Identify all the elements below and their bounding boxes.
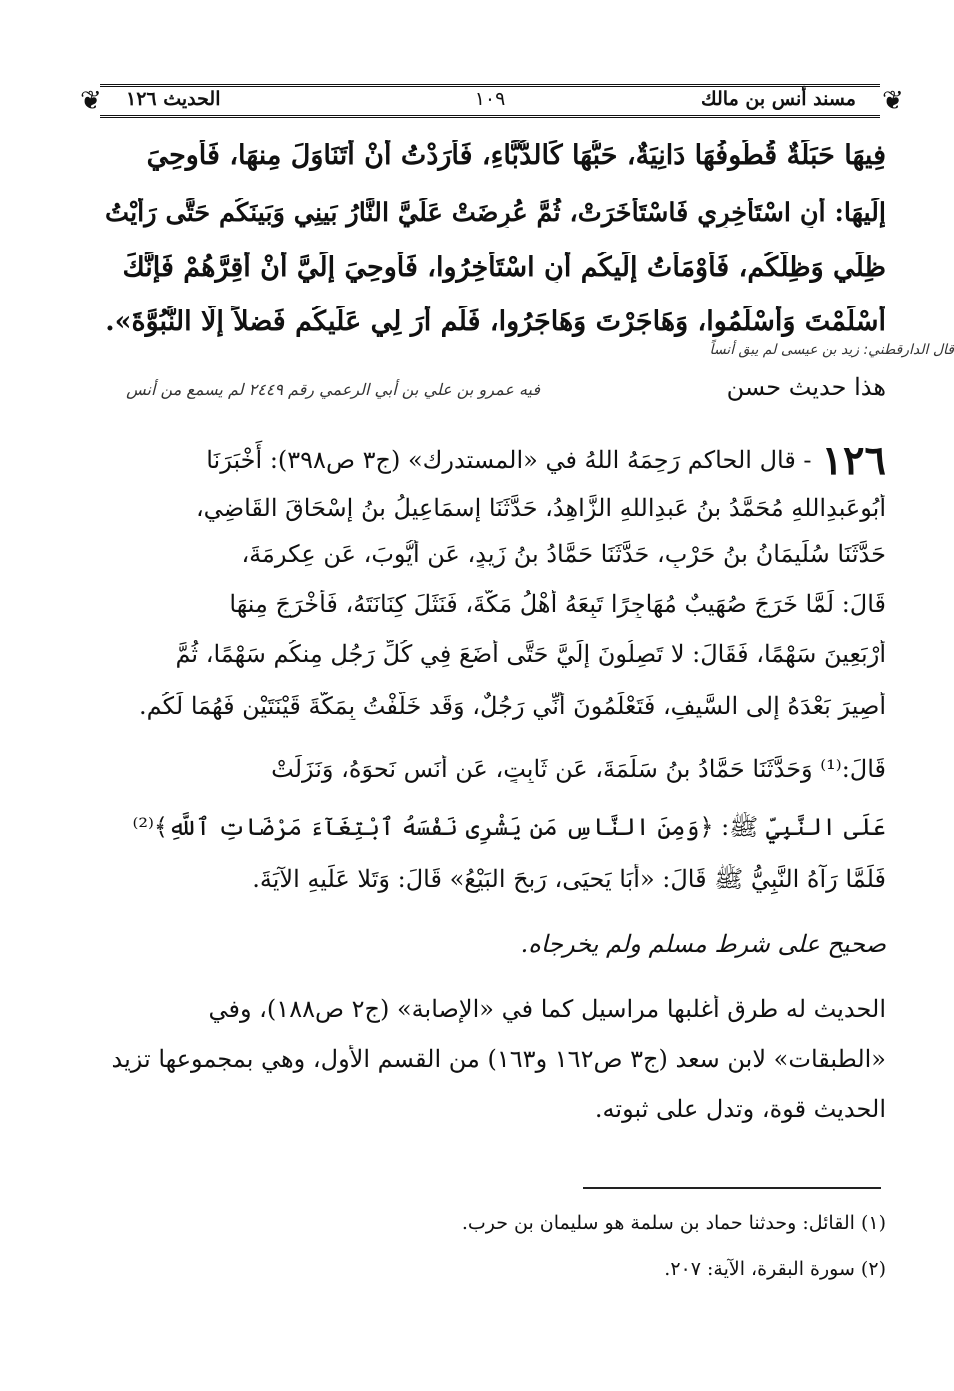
book-title: مسند أنس بن مالك	[701, 88, 856, 110]
text-line: أَسْلَمْتَ وَأَسْلَمُوا، وَهَاجَرْتَ وَهَاجَرُوا، فَلَم أَرَ لِي عَلَيكُم فَضلاً إِلَّا النُّبُوَّةَ».	[105, 306, 886, 337]
hadith-intro-text: - قال الحاكم رَحِمَهُ اللهُ في «المستدرك» (ج٣ ص٣٩٨): أَخْبَرَنَا	[206, 446, 812, 474]
hadith-label: الحديث ١٢٦	[126, 88, 221, 110]
right-ornament-icon: ❦	[882, 86, 904, 116]
text-line: أَصِيرَ بَعْدَهُ إِلى السَّيفِ، فَتَعْلَمُونَ أَنِّي رَجُلٌ، وَقَد خَلَّفْتُ بِمَكَّةَ قَيْنَتَيْنِ فَهُمَا لَكُم.	[139, 692, 886, 720]
left-ornament-icon: ❦	[80, 86, 102, 116]
commentary-line: الحديث له طرق أغلبها مراسيل كما في «الإصابة» (ج٢ ص١٨٨)، وفي	[208, 995, 886, 1023]
text-line: قَالَ: لَمَّا خَرَجَ صُهَيبٌ مُهَاجِرًا تَبِعَهُ أَهْلُ مَكَّةَ، فَنَثَلَ كِنَانَتَهُ، فَأَخْرَجَ مِنهَا	[229, 590, 886, 618]
page-number: ١٠٩	[474, 88, 506, 110]
text-line: ظِلِّي وَظِلَّكُم، فَأَوْمَأْتُ إِلَيكُم أَنِ اسْتَأْخِرُوا، فَأُوحِيَ إِلَيَّ أَنْ أَقِرَّهُمْ فَإِنَّكَ	[122, 252, 886, 283]
text-line: إِلَيهَا: أَنِ اسْتَأْخِرِي فَاسْتَأْخَرَتْ، ثُمَّ عُرِضَتْ عَلَيَّ النَّارُ بَينِي وَبَينَكُم حَتَّى رَأَيْتُ	[105, 198, 886, 228]
commentary-line: الحديث قوة، وتدل على ثبوته.	[594, 1095, 886, 1123]
text-line: حَدَّثَنَا سُلَيمَانُ بنُ حَرْبٍ، حَدَّثَنَا حَمَّادُ بنُ زَيدٍ، عَن أَيُّوبَ، عَن عِكرِمَةَ،	[241, 540, 886, 568]
text-line: أَبُوعَبدِاللهِ مُحَمَّدُ بنُ عَبدِاللهِ الزَّاهِدُ، حَدَّثَنَا إِسمَاعِيلُ بنُ إِسْحَاقَ القَاضِي،	[195, 494, 886, 522]
handwritten-reference: فيه عمرو بن علي بن أبي الرعمي رقم ٢٤٤٩ لم يسمع من أنس	[126, 380, 540, 399]
text-line: أَرْبَعِينَ سَهْمًا، فَقَالَ: لا تَصِلُونَ إِلَيَّ حَتَّى أَضَعَ فِي كُلِّ رَجُلٍ مِنكُم سَهْمًا، ثُمَّ	[175, 640, 886, 668]
footnote: (١) القائل: وحدثنا حماد بن سلمة هو سليمان بن حرب.	[461, 1212, 886, 1234]
footnote: (٢) سورة البقرة، الآية: ٢٠٧.	[664, 1258, 886, 1280]
text-line: فَلَمَّا رَآهُ النَّبِيُّ ﷺ قَالَ: «أَبَا يَحيَى، رَبحَ البَيْعُ» قَالَ: وَتَلا عَلَيهِ الآيَةَ.	[252, 865, 886, 893]
commentary-line: «الطبقات» لابن سعد (ج٣ ص١٦٢ و١٦٣) من القسم الأول، وهي بمجموعها تزيد	[111, 1045, 886, 1073]
hadith-number: ١٢٦	[821, 436, 886, 484]
text-line: قَالَ:⁽¹⁾ وَحَدَّثَنَا حَمَّادُ بنُ سَلَمَةَ، عَن ثَابِتٍ، عَن أَنَسٍ نَحوَهُ، وَنَزَلَتْ	[271, 755, 886, 783]
text-line: عَلَى النَّبِيِّ ﷺ: ﴿وَمِنَ النَّاسِ مَن يَشْرِى نَفْسَهُ ٱبْتِغَآءَ مَرْضَاتِ ٱللَّهِ﴾⁽²⁾	[132, 813, 886, 841]
page-header	[80, 82, 904, 120]
hadith-intro-line	[100, 432, 886, 488]
grade-text: صحيح على شرط مسلم ولم يخرجاه.	[520, 930, 886, 958]
handwritten-note: قال الدارقطني: زيد بن عيسى لم يبق أنساً	[709, 342, 954, 358]
text-line: فِيهَا حَبَلَةٌ قُطُوفُهَا دَانِيَةٌ، حَبُّهَا كَالدُّبَّاءِ، فَأَرَدْتُ أَنْ أَتَنَاوَلَ مِنهَا، فَأُوحِيَ	[146, 140, 886, 171]
grade-text: هذا حديث حسن	[726, 373, 886, 401]
footnote-divider	[583, 1187, 881, 1189]
